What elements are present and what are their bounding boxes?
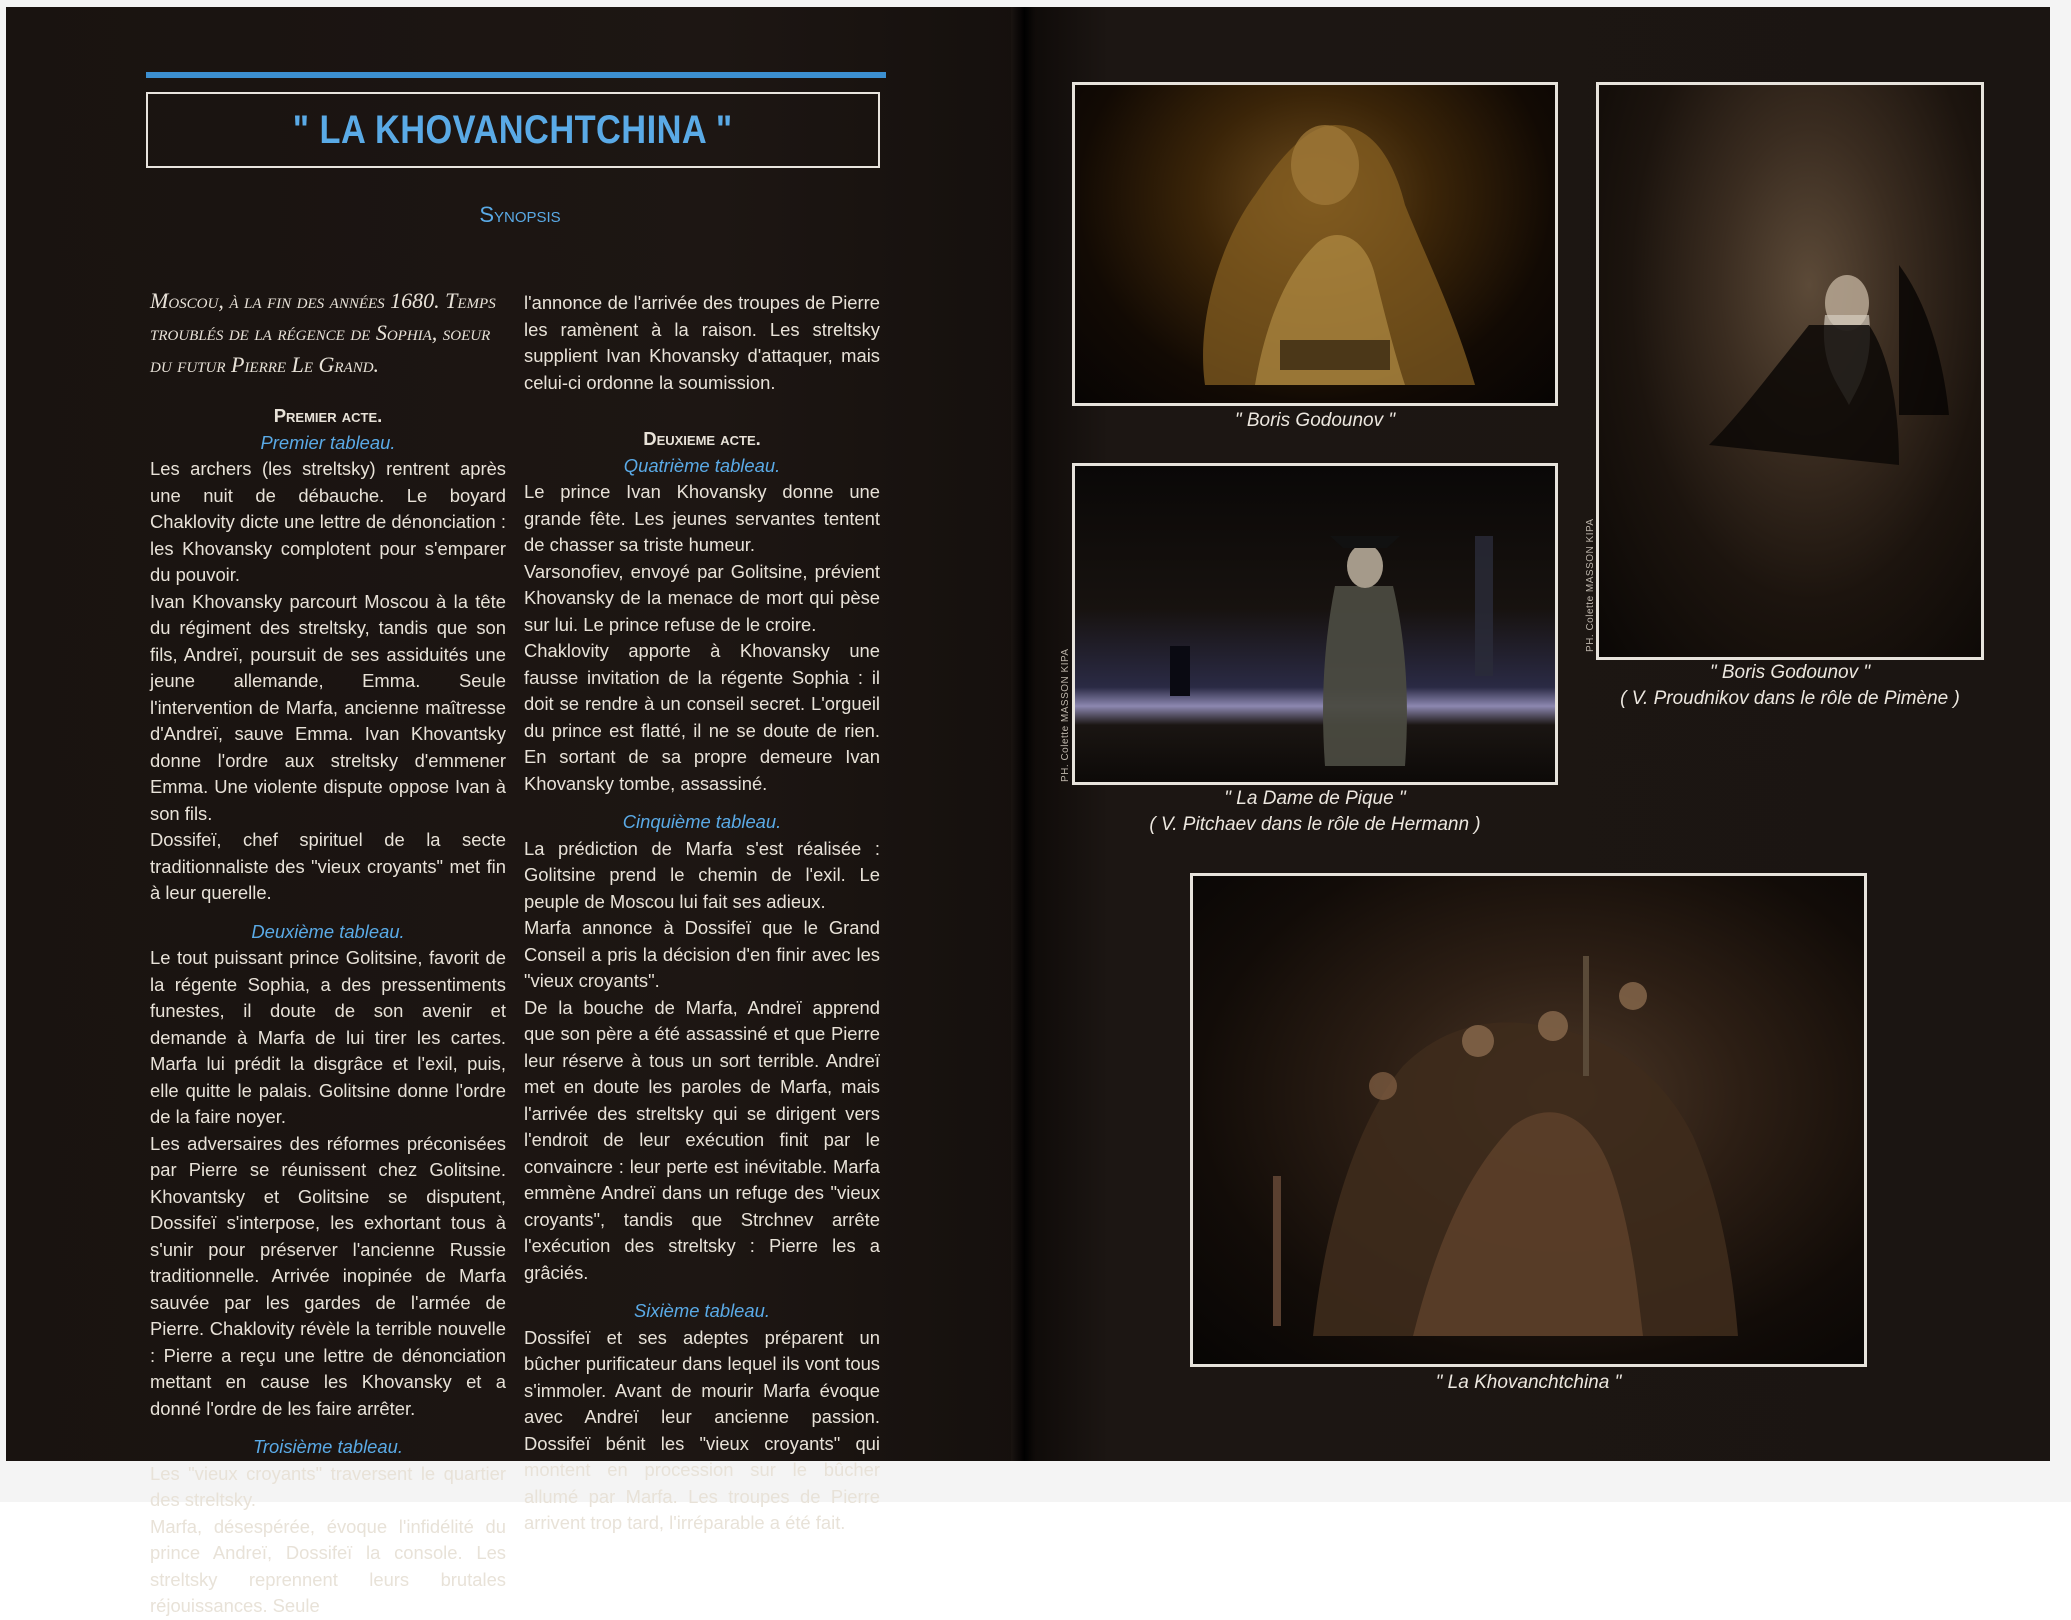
paragraph: Marfa annonce à Dossifeï que le Grand Conseil a pris la décision d'en finir avec les "vieux croyants".: [524, 917, 880, 991]
photo-boris-godounov: [1072, 82, 1558, 406]
photo-content: [1193, 876, 1864, 1364]
paragraph: Varsonofiev, envoyé par Golitsine, prévient Khovansky de la menace de mort qui pèse sur lui. Le prince refuse de le croire.: [524, 560, 880, 635]
text-column-left: [150, 285, 506, 1620]
caption-subtitle: ( V. Proudnikov dans le rôle de Pimène ): [1620, 688, 1960, 709]
paragraph: Le tout puissant prince Golitsine, favorit de la régente Sophia, a des pressentiments funestes, il doute de son avenir et demande à Marfa de lui tirer les cartes. Marfa lui prédit la disgrâce et l'exil, puis, elle quitte le palais. Golitsine donne l'ordre de la faire noyer.: [150, 947, 506, 1127]
paragraph: Dossifeï, chef spirituel de la secte traditionnaliste des "vieux croyants" met fin à leur querelle.: [150, 829, 506, 903]
paragraph: Les "vieux croyants" traversent le quartier des streltsky.: [150, 1462, 506, 1510]
act-heading: Premier acte.: [273, 405, 383, 426]
paragraph: Dossifeï et ses adeptes préparent un bûcher purificateur dans lequel ils vont tous s'immoler. Avant de mourir Marfa évoque avec Andreï leur ancienne passion. Dossifeï bénit les "vieux croyants" qui montent en procession sur le bûcher allumé par Marfa. Les troupes de Pierre arrivent trop tard, l'irréparable a été fait.: [524, 1326, 880, 1533]
caption-subtitle: ( V. Pitchaev dans le rôle de Hermann ): [1149, 814, 1481, 835]
tableau-heading: Quatrième tableau.: [623, 454, 781, 476]
photo-caption: [1570, 660, 2010, 712]
paragraph: l'annonce de l'arrivée des troupes de Pierre les ramènent à la raison. Les streltsky supplient Ivan Khovansky d'attaquer, mais celui-ci ordonne la soumission.: [524, 292, 880, 393]
paragraph: Ivan Khovansky parcourt Moscou à la tête du régiment des streltsky, tandis que son fils, Andreï, poursuit de ses assiduités une jeune allemande, Emma. Seule l'intervention de Marfa, ancienne maîtresse d'Andreï, sauve Emma. Ivan Khovantsky donne l'ordre aux streltsky d'emmener Emma. Une violente dispute oppose Ivan à son fils.: [150, 590, 506, 824]
photo-credit: PH. Colette MASSON KIPA: [1060, 648, 1071, 782]
lead-paragraph: Moscou, à la fin des années 1680. Temps troublés de la régence de Sophia, soeur du futur Pierre Le Grand.: [150, 288, 496, 377]
photo-la-khovanchtchina: [1190, 873, 1867, 1367]
paragraph: La prédiction de Marfa s'est réalisée : Golitsine prend le chemin de l'exil. Le peuple de Moscou lui fait ses adieux.: [524, 837, 880, 912]
photo-la-dame-de-pique: [1072, 463, 1558, 785]
section-heading: Synopsis: [479, 202, 561, 227]
tableau-heading: Cinquième tableau.: [622, 811, 782, 832]
page-gutter: [1011, 7, 1035, 1461]
title-accent-bar: [146, 72, 886, 78]
photo-boris-godounov-pimene: [1596, 82, 1984, 660]
tableau-heading: Troisième tableau.: [253, 1436, 403, 1457]
photo-content: [1599, 85, 1981, 657]
paragraph: Chaklovity apporte à Khovansky une fausse invitation de la régente Sophia : il doit se rendre à un conseil secret. L'orgueil du prince est flatté, il ne se doute de rien. En sortant de sa propre demeure Ivan Khovansky tombe, assassiné.: [524, 640, 880, 794]
photo-credit: PH. Colette MASSON KIPA: [1585, 518, 1596, 652]
caption-title: " La Dame de Pique ": [1224, 788, 1406, 809]
paragraph: Marfa, désespérée, évoque l'infidélité du prince Andreï, Dossifeï la console. Les streltsky reprennent leurs brutales réjouissances. Seule: [150, 1515, 506, 1616]
paragraph: Les archers (les streltsky) rentrent après une nuit de débauche. Le boyard Chaklovity dicte une lettre de dénonciation : les Khovansky complotent pour s'emparer du pouvoir.: [150, 458, 506, 585]
photo-content: [1075, 466, 1555, 782]
caption-title: " Boris Godounov ": [1709, 662, 1871, 683]
paragraph: De la bouche de Marfa, Andreï apprend que son père a été assassiné et que Pierre leur réserve à tous un sort terrible. Andreï met en doute les paroles de Marfa, mais l'arrivée des streltsky qui se dirigent vers l'endroit de leur exécution finit par le convaincre : leur perte est inévitable. Marfa emmène Andreï dans un refuge des "vieux croyants", tandis que Strchnev arrête l'exécution des streltsky : Pierre les a grâciés.: [524, 996, 880, 1283]
paragraph: Les adversaires des réformes préconisées par Pierre se réunissent chez Golitsine. Khovantsky et Golitsine se disputent, Dossifeï s'interpose, les exhortant tous à s'unir pour préserver l'ancienne Russie traditionnelle. Arrivée inopinée de Marfa sauvée par les gardes de l'armée de Pierre. Chaklovity révèle la terrible nouvelle : Pierre a reçu une lettre de dénonciation mettant en cause les Khovansky et a donné l'ordre de les faire arrêter.: [150, 1132, 506, 1419]
photo-content: [1075, 85, 1555, 403]
photo-caption: " Boris Godounov ": [1234, 410, 1396, 431]
photo-caption: " La Khovanchtchina ": [1435, 1372, 1622, 1393]
tableau-heading: Deuxième tableau.: [251, 920, 405, 942]
title-box: [146, 92, 880, 168]
paragraph: Le prince Ivan Khovansky donne une grande fête. Les jeunes servantes tentent de chasser sa triste humeur.: [524, 481, 880, 555]
photo-caption: [1052, 786, 1578, 838]
page-title: " LA KHOVANCHTCHINA ": [293, 107, 733, 152]
act-heading: Deuxieme acte.: [643, 428, 761, 449]
tableau-heading: Sixième tableau.: [634, 1300, 770, 1321]
text-column-right: [524, 290, 880, 1537]
tableau-heading: Premier tableau.: [260, 431, 396, 453]
